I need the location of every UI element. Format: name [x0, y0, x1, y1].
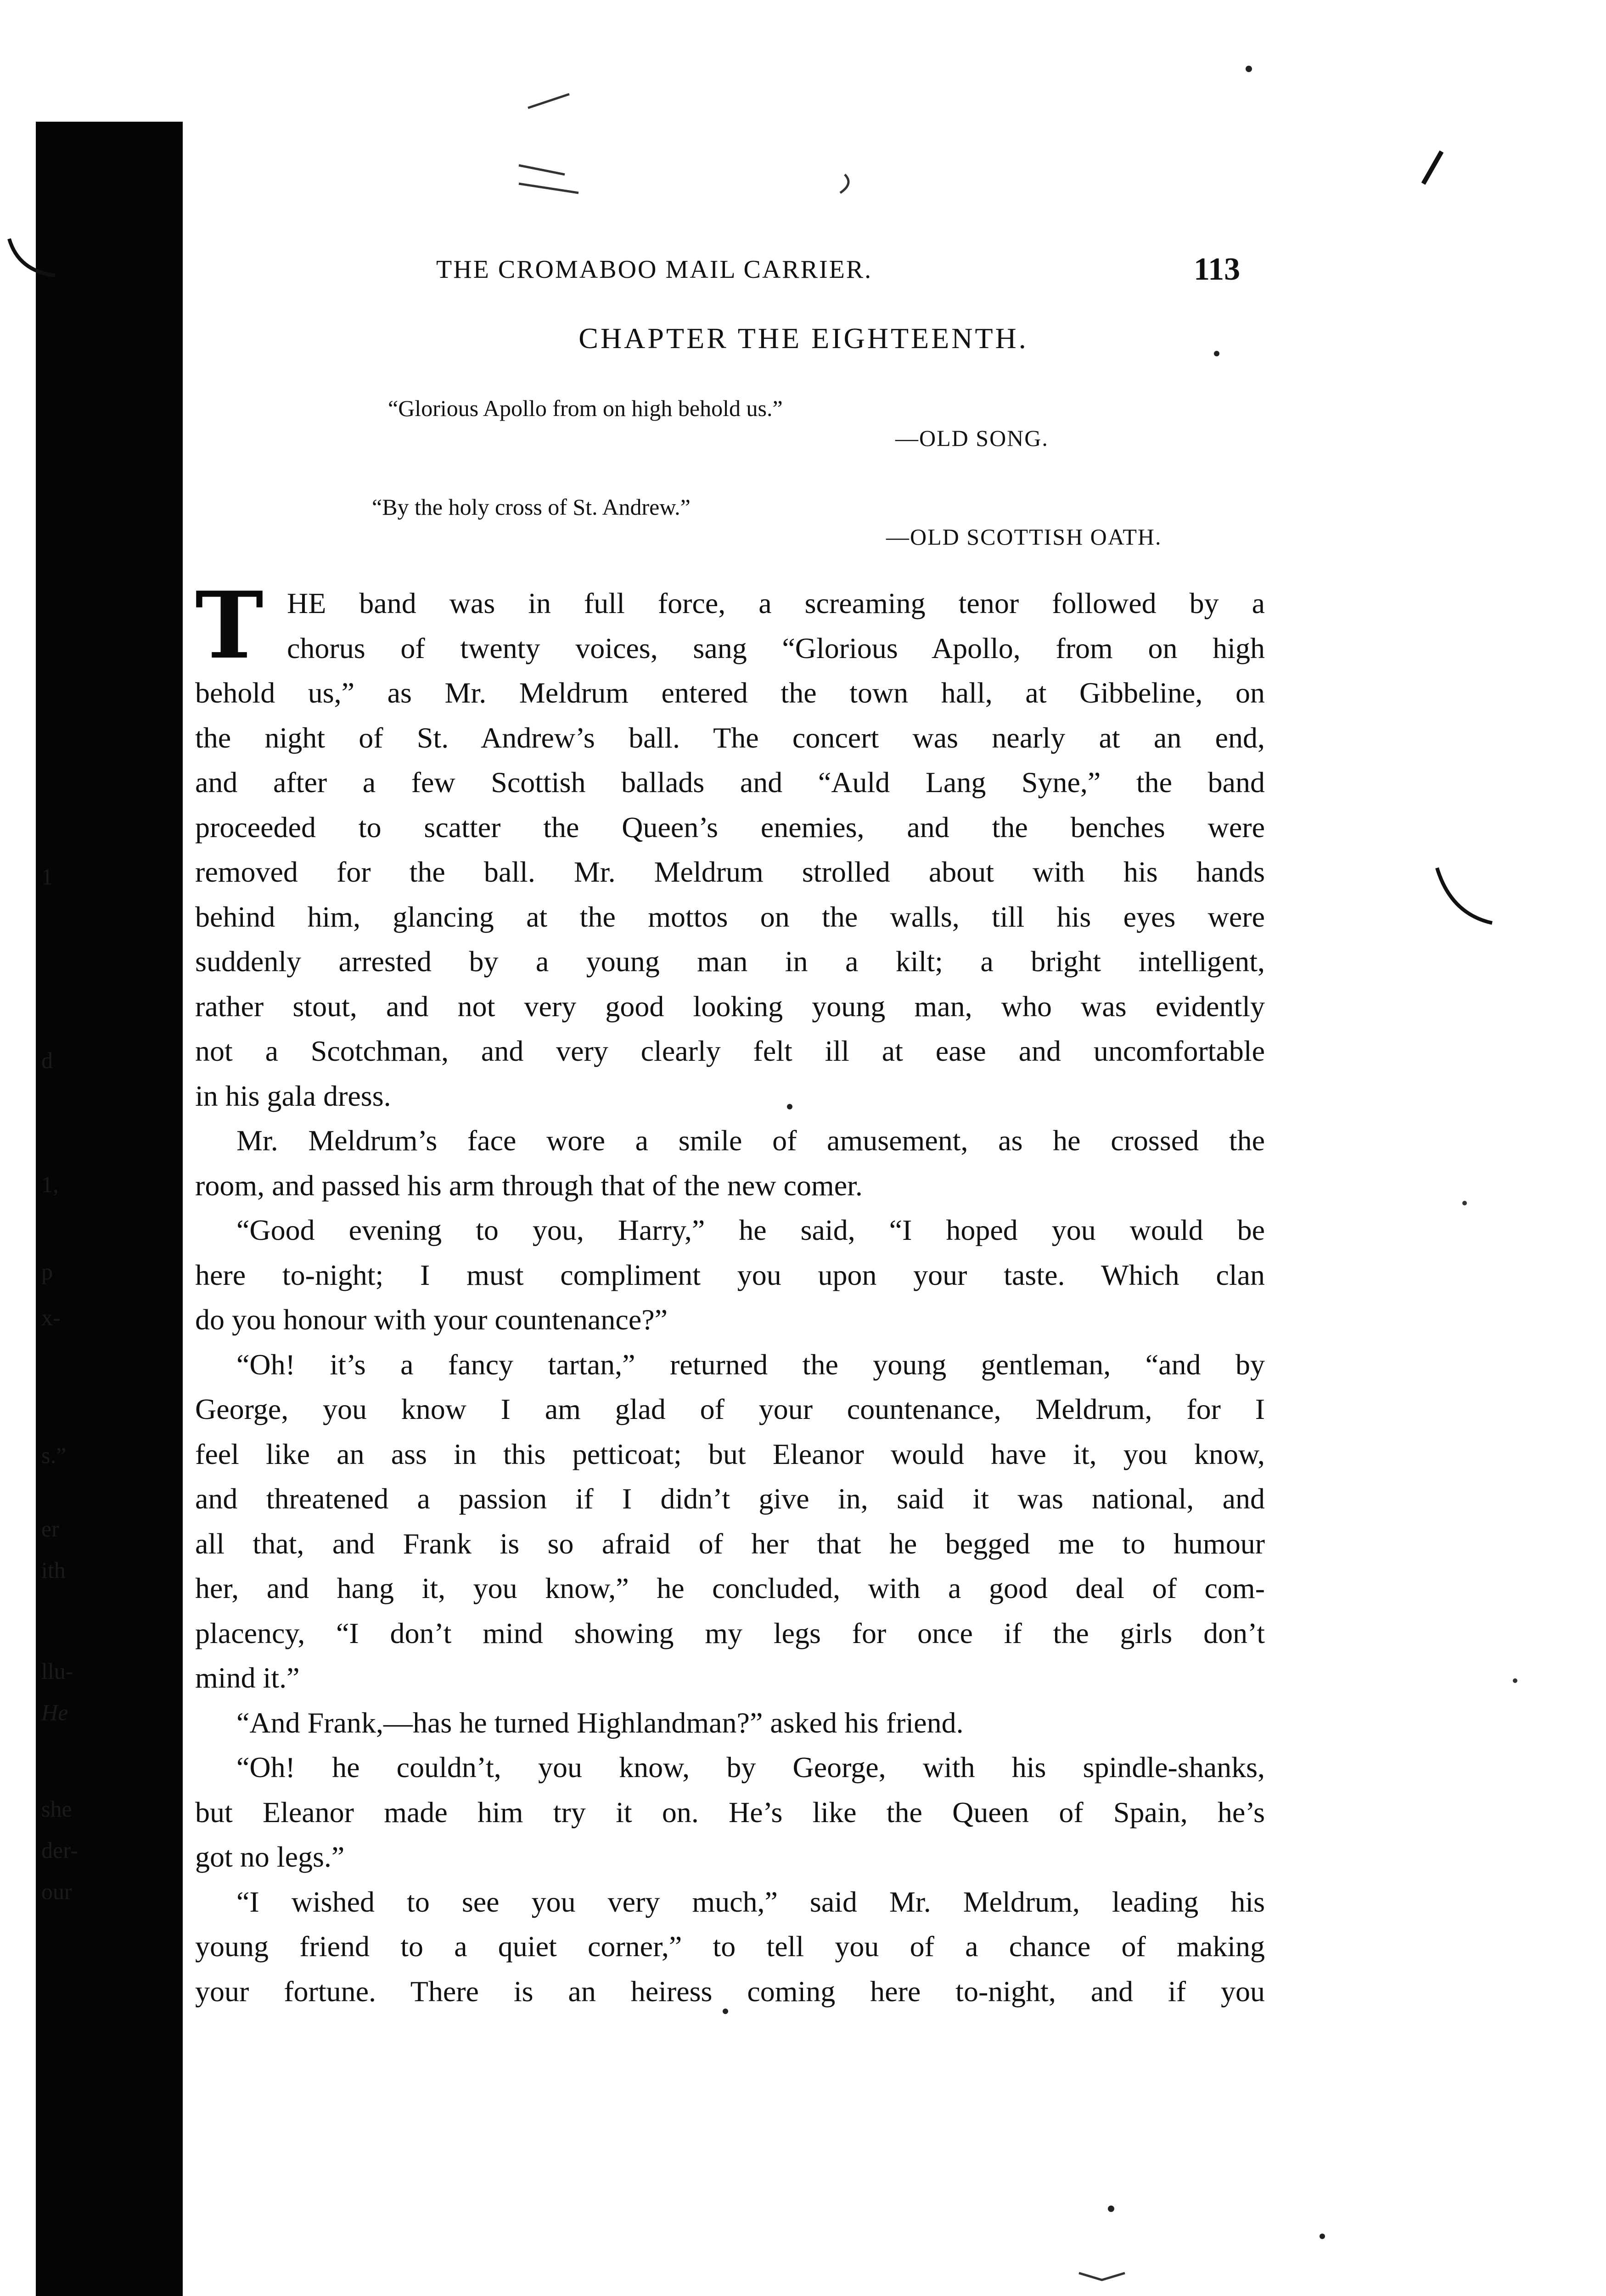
chapter-title: CHAPTER THE EIGHTEENTH.: [578, 322, 1028, 355]
drop-cap: [195, 572, 275, 680]
text-line: room, and passed his arm through that of the new comer.: [195, 1169, 863, 1202]
fragment: s.”: [41, 1442, 67, 1468]
fragment: 1: [41, 864, 53, 889]
fragment: d: [41, 1047, 53, 1073]
epigraph-attribution: —OLD SONG.: [895, 425, 1049, 451]
text-line: and after a few Scottish ballads and “Auld Lang Syne,” the band: [195, 766, 1265, 799]
text-line: in his gala dress.: [195, 1079, 391, 1112]
text-line: George, you know I am glad of your countenance, Meldrum, for I: [195, 1393, 1265, 1425]
text-line: “Oh! he couldn’t, you know, by George, with his spindle-shanks,: [236, 1751, 1265, 1784]
epigraph-quote: “By the holy cross of St. Andrew.”: [372, 494, 691, 520]
text-line: rather stout, and not very good looking young man, who was evidently: [195, 990, 1265, 1023]
text-line: “Oh! it’s a fancy tartan,” returned the young gentleman, “and by: [236, 1348, 1265, 1381]
epigraph-quote: “Glorious Apollo from on high behold us.”: [388, 395, 783, 421]
text-line: do you honour with your countenance?”: [195, 1303, 668, 1336]
text-line: “And Frank,—has he turned Highlandman?” asked his friend.: [236, 1706, 964, 1739]
page-number: 113: [1194, 252, 1241, 287]
text-line: here to-night; I must compliment you upon your taste. Which clan: [195, 1258, 1265, 1291]
text-line: feel like an ass in this petticoat; but Eleanor would have it, you know,: [195, 1437, 1265, 1470]
text-line: suddenly arrested by a young man in a kilt; a bright intelligent,: [195, 945, 1265, 978]
text-line: and threatened a passion if I didn’t give in, said it was national, and: [195, 1482, 1265, 1515]
text-line: all that, and Frank is so afraid of her that he begged me to humour: [195, 1527, 1265, 1560]
fragment: x-: [41, 1305, 61, 1330]
text-line: “Good evening to you, Harry,” he said, “I hoped you would be: [236, 1214, 1265, 1246]
text-line: chorus of twenty voices, sang “Glorious Apollo, from on high: [287, 631, 1265, 664]
fragment: she: [41, 1796, 72, 1822]
fragment: 1,: [41, 1171, 59, 1197]
text-line: HE band was in full force, a screaming tenor followed by a: [287, 587, 1265, 619]
facing-page-fragments-lower: [0, 1515, 119, 2296]
text-line: got no legs.”: [195, 1840, 345, 1873]
text-line: mind it.”: [195, 1661, 300, 1694]
text-line: young friend to a quiet corner,” to tell you of a chance of making: [195, 1930, 1265, 1963]
body-text: [195, 572, 1265, 2014]
drop-cap-letter: T: [195, 572, 264, 680]
fragment: ith: [41, 1557, 66, 1583]
fragment: llu-: [41, 1658, 73, 1684]
text-line: “I wished to see you very much,” said Mr. Meldrum, leading his: [236, 1885, 1265, 1918]
running-title: THE CROMABOO MAIL CARRIER.: [436, 255, 873, 284]
text-line: the night of St. Andrew’s ball. The concert was nearly at an end,: [195, 721, 1265, 754]
fragment: He: [41, 1699, 68, 1725]
running-header: [436, 252, 1263, 292]
fragment: der-: [41, 1837, 78, 1863]
text-line: placency, “I don’t mind showing my legs for once if the girls don’t: [195, 1616, 1265, 1649]
fragment: er: [41, 1516, 59, 1542]
text-line: your fortune. There is an heiress coming here to-night, and if you: [195, 1975, 1265, 2008]
text-line: Mr. Meldrum’s face wore a smile of amusement, as he crossed the: [236, 1124, 1265, 1157]
text-line: removed for the ball. Mr. Meldrum strolled about with his hands: [195, 855, 1265, 888]
fragment: our: [41, 1879, 72, 1904]
text-line: behold us,” as Mr. Meldrum entered the town hall, at Gibbeline, on: [195, 676, 1265, 709]
fragment: p: [41, 1259, 53, 1284]
epigraph-attribution: —OLD SCOTTISH OATH.: [886, 524, 1162, 550]
text-line: proceeded to scatter the Queen’s enemies, and the benches were: [195, 810, 1265, 844]
text-line: her, and hang it, you know,” he concluded, with a good deal of com-: [195, 1572, 1265, 1604]
facing-page-fragments: [0, 817, 119, 1598]
text-line: behind him, glancing at the mottos on the walls, till his eyes were: [195, 900, 1265, 933]
text-line: but Eleanor made him try it on. He’s like the Queen of Spain, he’s: [195, 1795, 1265, 1829]
text-line: not a Scotchman, and very clearly felt ill at ease and uncomfortable: [195, 1035, 1265, 1067]
